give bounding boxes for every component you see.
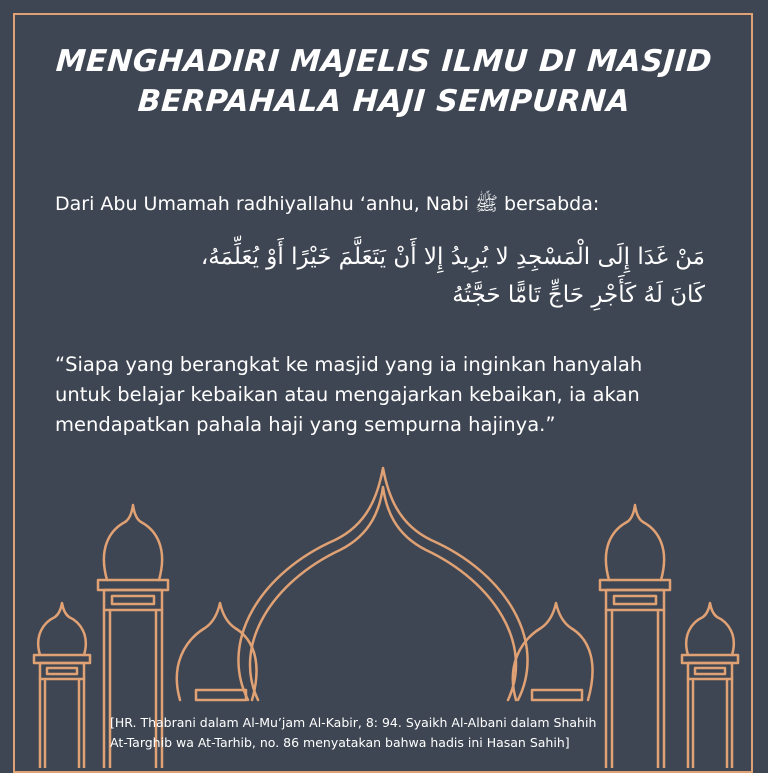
source-line-2: At-Targhib wa At-Tarhib, no. 86 menyatakan bahwa hadis ini Hasan Sahih]	[110, 735, 570, 750]
left-short-minaret	[34, 603, 90, 768]
title-line-2: BERPAHALA HAJI SEMPURNA	[136, 84, 632, 119]
source-line-1: [HR. Thabrani dalam Al-Mu’jam Al-Kabir, 8: 94. Syaikh Al-Albani dalam Shahih	[110, 715, 597, 730]
translation-line-2: untuk belajar kebaikan atau mengajarkan kebaikan, ia akan	[55, 383, 640, 406]
central-dome	[238, 468, 527, 700]
arabic-line-1: مَنْ غَدَا إِلَى الْمَسْجِدِ لا يُرِيدُ إِلا أَنْ يَتَعَلَّمَ خَيْرًا أَوْ يُعَلِّمَهُ،	[200, 244, 705, 270]
translation-line-1: “Siapa yang berangkat ke masjid yang ia inginkan hanyalah	[55, 353, 643, 376]
translation-line-3: mendapatkan pahala haji yang sempurna hajinya.”	[55, 413, 556, 436]
hadith-translation	[55, 350, 735, 440]
title-line-1: MENGHADIRI MAJELIS ILMU DI MASJID	[54, 44, 714, 79]
arabic-hadith-text	[45, 238, 705, 314]
hadith-intro: Dari Abu Umamah radhiyallahu ‘anhu, Nabi ﷺ bersabda:	[55, 193, 600, 215]
hadith-source-citation	[110, 713, 730, 753]
arabic-line-2: كَانَ لَهُ كَأَجْرِ حَاجٍّ تَامًّا حَجَّتُهُ	[452, 282, 705, 308]
page-title	[0, 42, 768, 122]
left-small-dome	[177, 603, 257, 700]
